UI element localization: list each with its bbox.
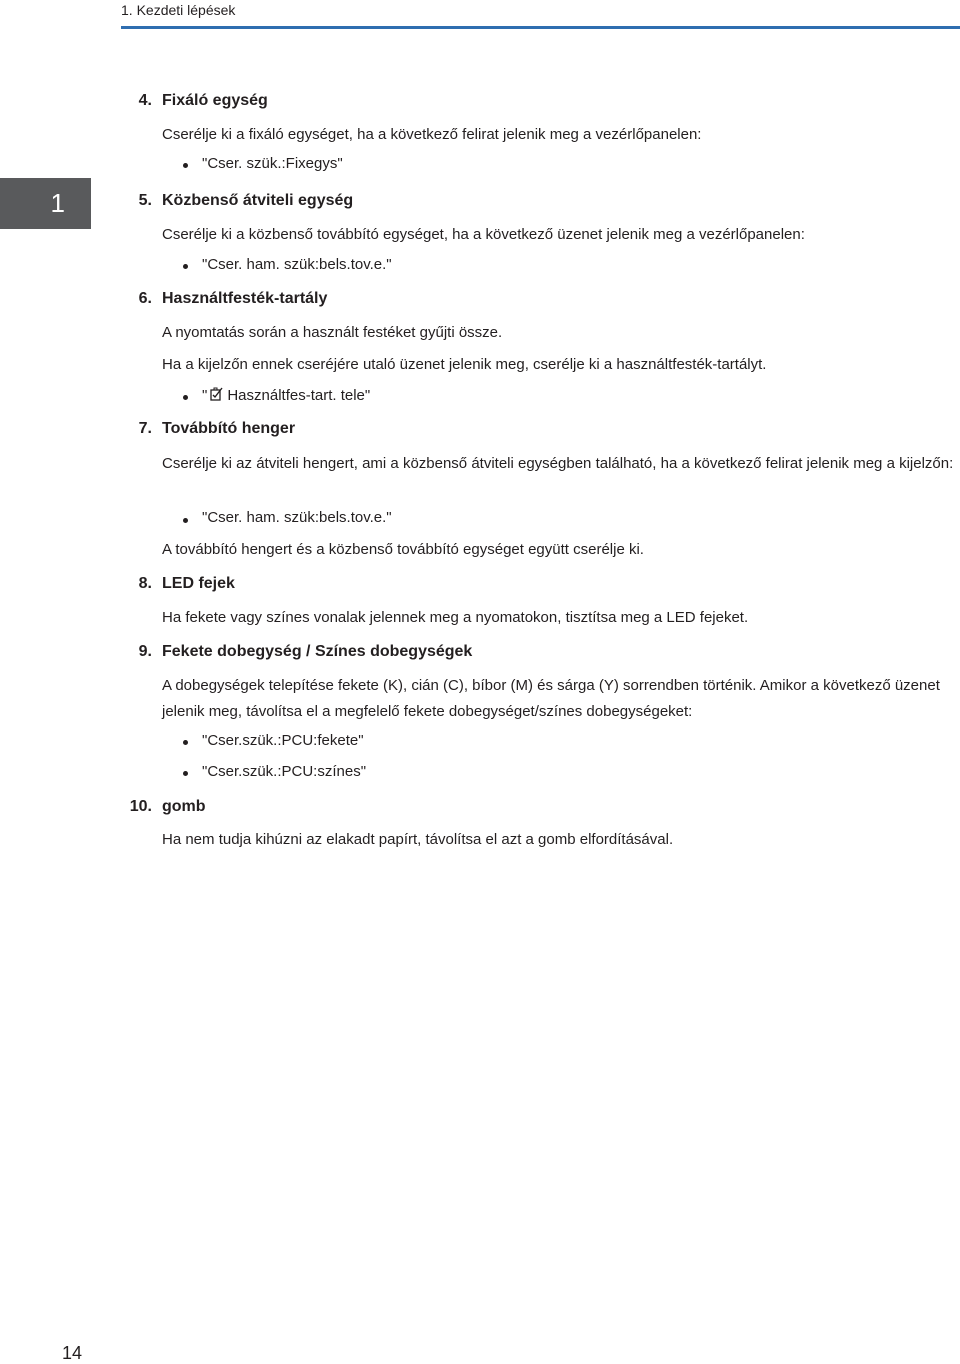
section-number: 7. bbox=[138, 420, 152, 437]
section-title: Fixáló egység bbox=[162, 92, 268, 109]
section-number: 9. bbox=[138, 643, 152, 660]
bullet-prefix: " bbox=[202, 387, 208, 404]
section-heading bbox=[138, 575, 235, 593]
bullet-item: "Cser.szük.:PCU:fekete" bbox=[202, 732, 364, 749]
section-heading bbox=[138, 420, 296, 438]
paragraph: A nyomtatás során a használt festéket gyűjti össze. bbox=[162, 324, 503, 341]
paragraph: Cserélje ki az átviteli hengert, ami a közbenső átviteli egységben található, ha a következő felirat jelenik meg a kijelzőn: bbox=[162, 455, 954, 472]
section-heading bbox=[138, 643, 473, 661]
bullet-dot bbox=[183, 395, 188, 400]
paragraph: Cserélje ki a közbenső továbbító egységet, ha a következő üzenet jelenik meg a vezérlőpanelen: bbox=[162, 226, 805, 243]
bullet-text: Használtfes-tart. tele" bbox=[227, 387, 371, 404]
bullet-dot bbox=[183, 771, 188, 776]
section-heading bbox=[138, 92, 268, 110]
section-title: Továbbító henger bbox=[162, 420, 296, 437]
section-number: 8. bbox=[138, 575, 152, 592]
chapter-title: 1. Kezdeti lépések bbox=[121, 2, 236, 18]
bullet-item: "Cser. ham. szük:bels.tov.e." bbox=[202, 509, 392, 526]
section-number: 10. bbox=[129, 798, 152, 815]
section-number: 6. bbox=[138, 290, 152, 307]
bullet-dot bbox=[183, 518, 188, 523]
paragraph: Cserélje ki a fixáló egységet, ha a következő felirat jelenik meg a vezérlőpanelen: bbox=[162, 126, 702, 143]
section-title: Fekete dobegység / Színes dobegységek bbox=[162, 643, 473, 660]
section-title: gomb bbox=[162, 798, 206, 815]
bullet-dot bbox=[183, 740, 188, 745]
paragraph: A dobegységek telepítése fekete (K), cián (C), bíbor (M) és sárga (Y) sorrendben történik. Amikor a következő üzenet jelenik meg, távolítsa el a megfelelő fekete dobegységet/színes dobegységeket: bbox=[162, 677, 940, 720]
toner-bottle-icon bbox=[209, 386, 225, 406]
page-number: 14 bbox=[62, 1343, 83, 1363]
bullet-item: "Cser.szük.:PCU:színes" bbox=[202, 763, 367, 780]
paragraph: Ha fekete vagy színes vonalak jelennek meg a nyomatokon, tisztítsa meg a LED fejeket. bbox=[162, 609, 749, 626]
section-title: Közbenső átviteli egység bbox=[162, 192, 354, 209]
bullet-item: "Cser. ham. szük:bels.tov.e." bbox=[202, 256, 392, 273]
chapter-tab: 1 bbox=[0, 178, 91, 229]
bullet-item: "Cser. szük.:Fixegys" bbox=[202, 155, 343, 172]
section-title: LED fejek bbox=[162, 575, 235, 592]
paragraph: Ha nem tudja kihúzni az elakadt papírt, távolítsa el azt a gomb elfordításával. bbox=[162, 831, 674, 848]
bullet-dot bbox=[183, 163, 188, 168]
section-title: Használtfesték-tartály bbox=[162, 290, 328, 307]
bullet-dot bbox=[183, 264, 188, 269]
section-heading bbox=[138, 290, 328, 308]
paragraph: Ha a kijelzőn ennek cseréjére utaló üzenet jelenik meg, cserélje ki a használtfesték-tartályt. bbox=[162, 356, 767, 373]
section-heading bbox=[129, 798, 206, 816]
section-heading bbox=[138, 192, 354, 210]
paragraph: A továbbító hengert és a közbenső továbbító egységet együtt cserélje ki. bbox=[162, 541, 644, 558]
bullet-item bbox=[202, 386, 370, 406]
header-rule bbox=[121, 26, 960, 29]
section-number: 4. bbox=[138, 92, 152, 109]
section-number: 5. bbox=[138, 192, 152, 209]
